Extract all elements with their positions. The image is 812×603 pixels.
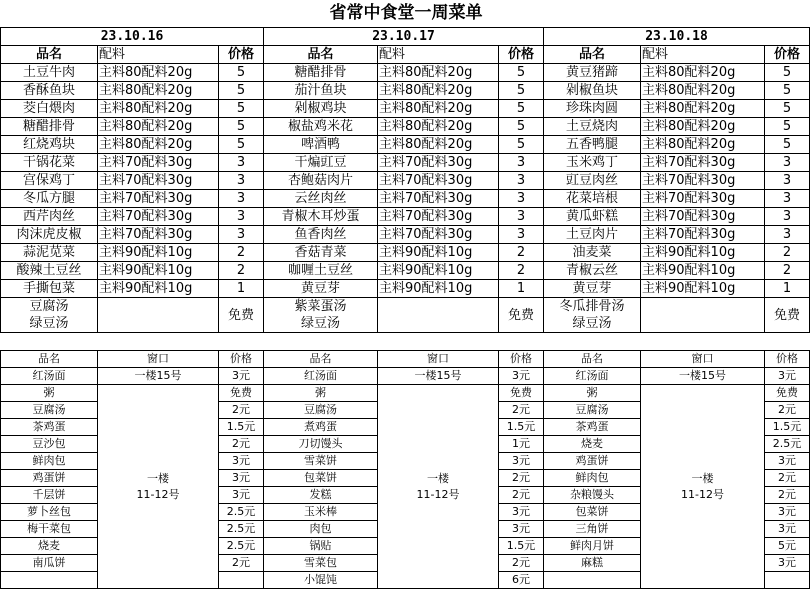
ingredients: 主料70配料30g — [98, 154, 219, 172]
price-header: 价格 — [219, 46, 264, 64]
empty-cell — [1, 572, 98, 589]
dish-name: 青椒木耳炒蛋 — [264, 208, 378, 226]
price: 2 — [765, 262, 810, 280]
price: 2元 — [219, 402, 264, 419]
window-location — [641, 385, 765, 589]
window-floor: 一楼 — [147, 471, 169, 485]
dish-name: 糖醋排骨 — [1, 118, 98, 136]
price: 5 — [765, 82, 810, 100]
dish-name: 五香鸭腿 — [544, 136, 641, 154]
ingredients: 主料90配料10g — [378, 244, 499, 262]
price: 2 — [219, 244, 264, 262]
window-location: 一楼15号 — [378, 368, 499, 385]
ingredients: 主料90配料10g — [641, 262, 765, 280]
price: 3元 — [219, 368, 264, 385]
dish-name: 豆沙包 — [1, 436, 98, 453]
price: 3元 — [765, 453, 810, 470]
dish-name: 冬瓜方腿 — [1, 190, 98, 208]
empty-cell — [378, 315, 499, 333]
price-header: 价格 — [499, 351, 544, 368]
day-date: 23.10.17 — [264, 28, 544, 46]
dish-name: 茄汁鱼块 — [264, 82, 378, 100]
date-row — [1, 28, 810, 46]
table-row — [1, 280, 810, 298]
dish-name: 红烧鸡块 — [1, 136, 98, 154]
price: 3 — [219, 172, 264, 190]
price: 1.5元 — [765, 419, 810, 436]
ingredients: 主料80配料20g — [641, 118, 765, 136]
ingredients: 主料70配料30g — [378, 172, 499, 190]
page-title: 省常中食堂一周菜单 — [329, 3, 483, 23]
price: 2.5元 — [219, 504, 264, 521]
dish-name: 粥 — [544, 385, 641, 402]
price: 2元 — [765, 402, 810, 419]
price-header: 价格 — [219, 351, 264, 368]
price: 5 — [499, 100, 544, 118]
price: 免费 — [499, 385, 544, 402]
ingredients: 主料80配料20g — [641, 64, 765, 82]
table-row — [1, 118, 810, 136]
table-row — [1, 100, 810, 118]
price: 2.5元 — [219, 521, 264, 538]
table-row — [1, 368, 810, 385]
price: 5 — [765, 100, 810, 118]
dish-name: 豇豆肉丝 — [544, 172, 641, 190]
ingredients: 主料80配料20g — [378, 64, 499, 82]
price: 免费 — [765, 385, 810, 402]
ingredients: 主料70配料30g — [641, 154, 765, 172]
ingredients: 主料90配料10g — [641, 244, 765, 262]
ingredients: 主料80配料20g — [98, 82, 219, 100]
dish-name: 烧麦 — [544, 436, 641, 453]
soup-row — [1, 315, 810, 333]
table-row — [1, 172, 810, 190]
table-row — [1, 136, 810, 154]
price: 3 — [219, 190, 264, 208]
dish-name: 鱼香肉丝 — [264, 226, 378, 244]
empty-cell — [98, 315, 219, 333]
price: 5 — [499, 136, 544, 154]
ingredients: 主料80配料20g — [641, 136, 765, 154]
price: 3元 — [499, 368, 544, 385]
dish-name: 南瓜饼 — [1, 555, 98, 572]
ingredients-header: 配料 — [378, 46, 499, 64]
day-date: 23.10.18 — [544, 28, 810, 46]
dish-name: 青椒云丝 — [544, 262, 641, 280]
price: 3元 — [765, 521, 810, 538]
dish-name: 剁椒鱼块 — [544, 82, 641, 100]
price: 3 — [499, 172, 544, 190]
price: 2 — [219, 262, 264, 280]
price: 3 — [765, 154, 810, 172]
ingredients: 主料80配料20g — [378, 82, 499, 100]
free-label: 免费 — [499, 298, 544, 333]
table-row — [1, 262, 810, 280]
dish-header: 品名 — [1, 351, 98, 368]
dish-name: 粥 — [264, 385, 378, 402]
dish-name: 蒜泥苋菜 — [1, 244, 98, 262]
free-label: 免费 — [765, 298, 810, 333]
dish-name: 鲜肉包 — [544, 470, 641, 487]
dish-name: 肉包 — [264, 521, 378, 538]
price: 2.5元 — [219, 538, 264, 555]
lunch-menu-table — [0, 27, 810, 333]
dish-header: 品名 — [544, 46, 641, 64]
dish-name: 剁椒鸡块 — [264, 100, 378, 118]
day-date: 23.10.16 — [1, 28, 264, 46]
header-row — [1, 351, 810, 368]
price: 3 — [765, 172, 810, 190]
price: 2元 — [499, 470, 544, 487]
price: 3元 — [499, 504, 544, 521]
price-header: 价格 — [499, 46, 544, 64]
ingredients: 主料70配料30g — [378, 154, 499, 172]
price: 2元 — [219, 555, 264, 572]
dish-name: 豆腐汤 — [1, 402, 98, 419]
table-row — [1, 64, 810, 82]
window-location: 一楼15号 — [641, 368, 765, 385]
dish-name: 香酥鱼块 — [1, 82, 98, 100]
price: 3元 — [499, 521, 544, 538]
dish-name: 黄豆猪蹄 — [544, 64, 641, 82]
soup-name: 冬瓜排骨汤 — [544, 298, 641, 316]
dish-name: 茶鸡蛋 — [1, 419, 98, 436]
ingredients: 主料70配料30g — [641, 208, 765, 226]
soup-name: 紫菜蛋汤 — [264, 298, 378, 316]
price-header: 价格 — [765, 46, 810, 64]
dish-name: 宫保鸡丁 — [1, 172, 98, 190]
dish-name: 椒盐鸡米花 — [264, 118, 378, 136]
ingredients: 主料70配料30g — [641, 190, 765, 208]
dish-name: 茭白煨肉 — [1, 100, 98, 118]
price: 3元 — [499, 453, 544, 470]
soup-name: 绿豆汤 — [264, 315, 378, 333]
dish-name: 刀切馒头 — [264, 436, 378, 453]
window-header: 窗口 — [98, 351, 219, 368]
ingredients: 主料90配料10g — [378, 280, 499, 298]
price: 3 — [499, 208, 544, 226]
price: 2元 — [499, 487, 544, 504]
price: 5 — [765, 118, 810, 136]
empty-cell — [641, 315, 765, 333]
dish-header: 品名 — [544, 351, 641, 368]
ingredients: 主料90配料10g — [98, 262, 219, 280]
ingredients: 主料80配料20g — [641, 100, 765, 118]
ingredients: 主料80配料20g — [98, 64, 219, 82]
dish-name: 鲜肉包 — [1, 453, 98, 470]
dish-name: 黄豆芽 — [264, 280, 378, 298]
dish-name: 花菜培根 — [544, 190, 641, 208]
ingredients: 主料80配料20g — [98, 136, 219, 154]
dish-name: 鲜肉月饼 — [544, 538, 641, 555]
ingredients: 主料80配料20g — [378, 100, 499, 118]
price: 3元 — [219, 470, 264, 487]
price: 3 — [765, 226, 810, 244]
ingredients: 主料80配料20g — [378, 136, 499, 154]
dish-name: 啤酒鸭 — [264, 136, 378, 154]
price: 3 — [219, 208, 264, 226]
window-location: 一楼15号 — [98, 368, 219, 385]
dish-name: 西芹肉丝 — [1, 208, 98, 226]
ingredients: 主料80配料20g — [641, 82, 765, 100]
price: 2元 — [219, 436, 264, 453]
price: 1.5元 — [499, 538, 544, 555]
price: 2元 — [765, 487, 810, 504]
dish-name: 三角饼 — [544, 521, 641, 538]
dish-name: 玉米鸡丁 — [544, 154, 641, 172]
section-gap — [0, 335, 812, 349]
price: 2元 — [499, 402, 544, 419]
ingredients-header: 配料 — [98, 46, 219, 64]
dish-name: 鸡蛋饼 — [1, 470, 98, 487]
price: 2 — [499, 244, 544, 262]
dish-name: 豆腐汤 — [264, 402, 378, 419]
price: 5 — [219, 136, 264, 154]
ingredients: 主料70配料30g — [98, 226, 219, 244]
ingredients: 主料90配料10g — [98, 244, 219, 262]
dish-name: 红汤面 — [264, 368, 378, 385]
price: 5 — [499, 118, 544, 136]
table-row — [1, 208, 810, 226]
dish-name: 黄豆芽 — [544, 280, 641, 298]
price: 5 — [765, 64, 810, 82]
dish-name: 杂粮馒头 — [544, 487, 641, 504]
dish-name: 杏鲍菇肉片 — [264, 172, 378, 190]
dish-name: 土豆肉片 — [544, 226, 641, 244]
price: 3 — [219, 226, 264, 244]
dish-name: 鸡蛋饼 — [544, 453, 641, 470]
dish-name: 干煸豇豆 — [264, 154, 378, 172]
dish-name: 干锅花菜 — [1, 154, 98, 172]
dish-name: 土豆牛肉 — [1, 64, 98, 82]
window-number: 11-12号 — [681, 487, 724, 501]
price: 2元 — [499, 555, 544, 572]
price: 5 — [219, 118, 264, 136]
ingredients: 主料80配料20g — [98, 118, 219, 136]
price: 1元 — [499, 436, 544, 453]
price: 5 — [219, 64, 264, 82]
window-floor: 一楼 — [691, 471, 714, 485]
table-row — [1, 154, 810, 172]
dish-name: 豆腐汤 — [544, 402, 641, 419]
dish-name: 包菜饼 — [544, 504, 641, 521]
breakfast-menu-table — [0, 350, 810, 589]
table-row — [1, 244, 810, 262]
price: 5 — [499, 82, 544, 100]
price: 6元 — [499, 572, 544, 589]
window-number: 11-12号 — [136, 487, 180, 501]
dish-name: 云丝肉丝 — [264, 190, 378, 208]
price: 3元 — [765, 555, 810, 572]
table-row — [1, 190, 810, 208]
price-header: 价格 — [765, 351, 810, 368]
price: 1.5元 — [219, 419, 264, 436]
price: 3 — [219, 154, 264, 172]
dish-name: 锅贴 — [264, 538, 378, 555]
price: 1 — [219, 280, 264, 298]
dish-name: 红汤面 — [544, 368, 641, 385]
empty-cell — [765, 572, 810, 589]
price: 3元 — [765, 368, 810, 385]
dish-name: 发糕 — [264, 487, 378, 504]
price: 3 — [499, 226, 544, 244]
ingredients-header: 配料 — [641, 46, 765, 64]
dish-name: 黄瓜虾糕 — [544, 208, 641, 226]
price: 1.5元 — [499, 419, 544, 436]
table-row — [1, 226, 810, 244]
price: 5 — [765, 136, 810, 154]
window-header: 窗口 — [641, 351, 765, 368]
ingredients: 主料70配料30g — [378, 208, 499, 226]
dish-header: 品名 — [264, 351, 378, 368]
window-location — [378, 385, 499, 589]
dish-name: 麻糕 — [544, 555, 641, 572]
price: 1 — [765, 280, 810, 298]
dish-header: 品名 — [264, 46, 378, 64]
price: 2.5元 — [765, 436, 810, 453]
dish-name: 雪菜包 — [264, 555, 378, 572]
empty-cell — [641, 298, 765, 316]
dish-name: 烧麦 — [1, 538, 98, 555]
dish-name: 玉米棒 — [264, 504, 378, 521]
price: 1 — [499, 280, 544, 298]
dish-name: 手撕包菜 — [1, 280, 98, 298]
window-location — [98, 385, 219, 589]
window-floor: 一楼 — [427, 471, 449, 485]
dish-header: 品名 — [1, 46, 98, 64]
ingredients: 主料70配料30g — [641, 172, 765, 190]
soup-name: 豆腐汤 — [1, 298, 98, 316]
dish-name: 香菇青菜 — [264, 244, 378, 262]
price: 5 — [499, 64, 544, 82]
empty-cell — [378, 298, 499, 316]
dish-name: 千层饼 — [1, 487, 98, 504]
dish-name: 煮鸡蛋 — [264, 419, 378, 436]
dish-name: 茶鸡蛋 — [544, 419, 641, 436]
empty-cell — [219, 572, 264, 589]
price: 2 — [499, 262, 544, 280]
price: 2元 — [765, 470, 810, 487]
ingredients: 主料90配料10g — [98, 280, 219, 298]
ingredients: 主料80配料20g — [378, 118, 499, 136]
dish-name: 小馄饨 — [264, 572, 378, 589]
price: 免费 — [219, 385, 264, 402]
dish-name: 萝卜丝包 — [1, 504, 98, 521]
ingredients: 主料70配料30g — [98, 208, 219, 226]
ingredients: 主料80配料20g — [98, 100, 219, 118]
empty-cell — [544, 572, 641, 589]
table-row — [1, 82, 810, 100]
soup-name: 绿豆汤 — [544, 315, 641, 333]
price: 3 — [765, 190, 810, 208]
soup-name: 绿豆汤 — [1, 315, 98, 333]
price: 2 — [765, 244, 810, 262]
header-row — [1, 46, 810, 64]
dish-name: 咖喱土豆丝 — [264, 262, 378, 280]
price: 3元 — [765, 504, 810, 521]
ingredients: 主料70配料30g — [98, 190, 219, 208]
price: 3元 — [219, 487, 264, 504]
ingredients: 主料90配料10g — [641, 280, 765, 298]
empty-cell — [98, 298, 219, 316]
dish-name: 红汤面 — [1, 368, 98, 385]
ingredients: 主料70配料30g — [98, 172, 219, 190]
price: 5 — [219, 82, 264, 100]
dish-name: 粥 — [1, 385, 98, 402]
soup-row — [1, 298, 810, 316]
ingredients: 主料70配料30g — [378, 190, 499, 208]
table-row — [1, 385, 810, 402]
dish-name: 肉沫虎皮椒 — [1, 226, 98, 244]
dish-name: 糖醋排骨 — [264, 64, 378, 82]
free-label: 免费 — [219, 298, 264, 333]
price: 3 — [499, 190, 544, 208]
dish-name: 珍珠肉圆 — [544, 100, 641, 118]
price: 3元 — [219, 453, 264, 470]
ingredients: 主料70配料30g — [641, 226, 765, 244]
ingredients: 主料90配料10g — [378, 262, 499, 280]
dish-name: 土豆烧肉 — [544, 118, 641, 136]
dish-name: 雪菜饼 — [264, 453, 378, 470]
dish-name: 油麦菜 — [544, 244, 641, 262]
price: 5元 — [765, 538, 810, 555]
price: 3 — [765, 208, 810, 226]
window-header: 窗口 — [378, 351, 499, 368]
price: 3 — [499, 154, 544, 172]
dish-name: 包菜饼 — [264, 470, 378, 487]
window-number: 11-12号 — [416, 487, 460, 501]
price: 5 — [219, 100, 264, 118]
ingredients: 主料70配料30g — [378, 226, 499, 244]
dish-name: 梅干菜包 — [1, 521, 98, 538]
dish-name: 酸辣土豆丝 — [1, 262, 98, 280]
